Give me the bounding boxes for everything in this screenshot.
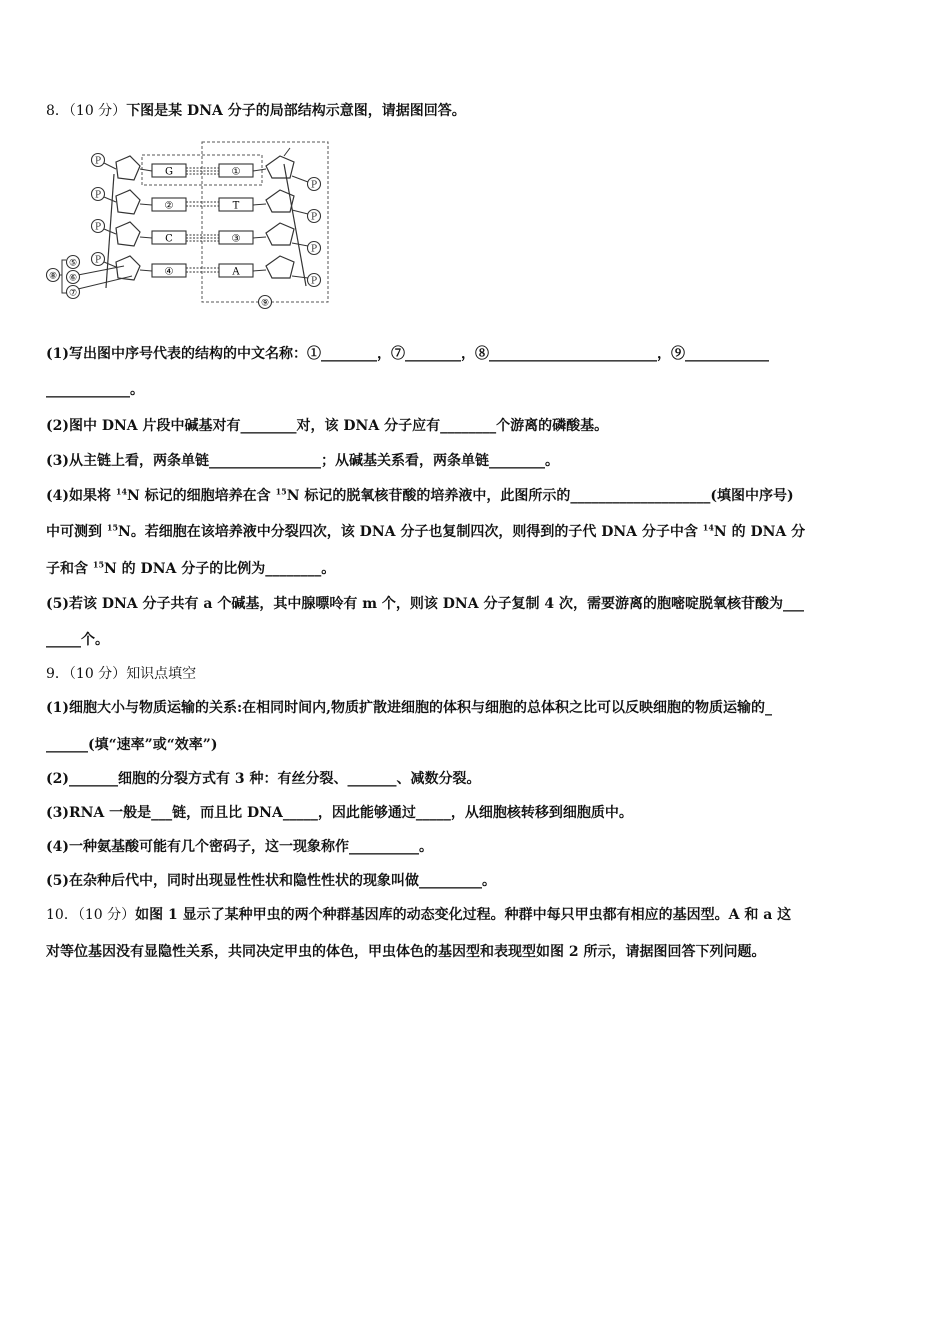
q8-part5-line2: _____个。 — [46, 632, 109, 648]
left-nucleotide-1 — [92, 154, 153, 181]
base-box-left-4 — [152, 264, 186, 278]
q8-score: （10 分） — [68, 103, 127, 119]
q10-stem-line1: 如图 1 显示了某种甲虫的两个种群基因库的动态变化过程。种群中每只甲虫都有相应的基因型。A 和 a 这 — [135, 907, 792, 923]
base-box-left-1 — [152, 164, 186, 178]
q9-part1-line2: ______(填“速率”或“效率”) — [46, 737, 218, 753]
dna-structure-figure — [44, 136, 336, 312]
base-box-right-2 — [219, 198, 253, 212]
q8-part4-line3: 子和含 $^{15}$N 的 DNA 分子的比例为________。 — [46, 559, 336, 577]
base-box-right-1 — [219, 164, 253, 178]
svg-text:T: T — [232, 200, 240, 212]
q9-part2: (2)_______细胞的分裂方式有 3 种：有丝分裂、_______、减数分裂。 — [46, 771, 481, 787]
svg-text:P: P — [310, 180, 318, 191]
q10-score: （10 分） — [77, 907, 136, 923]
q8-stem: 下图是某 DNA 分子的局部结构示意图，请据图回答。 — [126, 103, 466, 119]
q8-number: 8． — [46, 103, 69, 119]
svg-text:P: P — [94, 222, 102, 233]
svg-text:⑤: ⑤ — [68, 258, 78, 269]
q8-part1-line2: ____________。 — [46, 382, 144, 398]
q8-part4-line2: 中可测到 $^{15}$N。若细胞在该培养液中分裂四次，该 DNA 分子也复制四次，则得到的子代 DNA 分子中含 $^{14}$N 的 DNA 分 — [46, 522, 806, 540]
right-nucleotide-3 — [253, 223, 321, 255]
svg-text:②: ② — [164, 200, 174, 212]
q8-part1-line1: (1)写出图中序号代表的结构的中文名称：①________，⑦________，⑧________________________，⑨____________ — [46, 346, 769, 362]
q10-header — [46, 905, 906, 925]
svg-text:C: C — [165, 233, 173, 245]
strand-label — [259, 296, 272, 309]
phosphate-label: P — [94, 156, 102, 167]
svg-text:⑧: ⑧ — [48, 271, 58, 282]
base-box-left-2 — [152, 198, 186, 212]
svg-text:A: A — [232, 266, 240, 278]
q9-part3: (3)RNA 一般是___链，而且比 DNA_____，因此能够通过_____，从细胞核转移到细胞质中。 — [46, 805, 633, 821]
svg-text:⑨: ⑨ — [260, 298, 270, 309]
right-nucleotide-2 — [253, 190, 321, 223]
q9-number: 9． — [46, 666, 69, 682]
svg-text:P: P — [310, 244, 318, 255]
q9-stem: 知识点填空 — [126, 666, 197, 682]
nucleotide-brace — [47, 256, 80, 299]
svg-text:P: P — [94, 190, 102, 201]
base-box-right-3 — [219, 231, 253, 245]
q10-number: 10． — [46, 907, 78, 923]
svg-text:P: P — [94, 255, 102, 266]
q9-part4: (4)一种氨基酸可能有几个密码子，这一现象称作__________。 — [46, 839, 433, 855]
svg-text:P: P — [310, 212, 318, 223]
svg-text:①: ① — [231, 166, 241, 178]
q8-header — [46, 101, 906, 121]
svg-text:④: ④ — [164, 266, 174, 278]
q9-part5: (5)在杂种后代中，同时出现显性性状和隐性性状的现象叫做_________。 — [46, 873, 496, 889]
q9-score: （10 分） — [68, 666, 127, 682]
left-nucleotide-3 — [92, 220, 153, 247]
left-nucleotide-4 — [78, 253, 152, 290]
svg-text:⑦: ⑦ — [68, 288, 78, 299]
q8-part3: (3)从主链上看，两条单链________________；从碱基关系看，两条单链________。 — [46, 453, 559, 469]
q8-part2: (2)图中 DNA 片段中碱基对有________对，该 DNA 分子应有________个游离的磷酸基。 — [46, 418, 609, 434]
svg-text:P: P — [310, 276, 318, 287]
q9-part1-line1: (1)细胞大小与物质运输的关系:在相同时间内,物质扩散进细胞的体积与细胞的总体积之比可以反映细胞的物质运输的_ — [46, 700, 773, 716]
svg-text:G: G — [165, 166, 173, 178]
base-box-left-3 — [152, 231, 186, 245]
q10-stem-line2: 对等位基因没有显隐性关系，共同决定甲虫的体色，甲虫体色的基因型和表现型如图 2 所示，请据图回答下列问题。 — [46, 944, 766, 960]
q9-header — [46, 664, 906, 684]
base-box-right-4 — [219, 264, 253, 278]
svg-text:⑥: ⑥ — [68, 273, 78, 284]
svg-text:③: ③ — [231, 233, 241, 245]
right-nucleotide-4 — [253, 256, 321, 287]
right-nucleotide-1 — [253, 148, 321, 191]
q8-part5-line1: (5)若该 DNA 分子共有 a 个碱基，其中腺嘌呤有 m 个，则该 DNA 分子复制 4 次，需要游离的胞嘧啶脱氧核苷酸为___ — [46, 596, 804, 612]
q8-part4-line1: (4)如果将 $^{14}$N 标记的细胞培养在含 $^{15}$N 标记的脱氧核苷酸的培养液中，此图所示的____________________(填图中序号) — [46, 486, 794, 504]
left-nucleotide-2 — [92, 188, 153, 215]
